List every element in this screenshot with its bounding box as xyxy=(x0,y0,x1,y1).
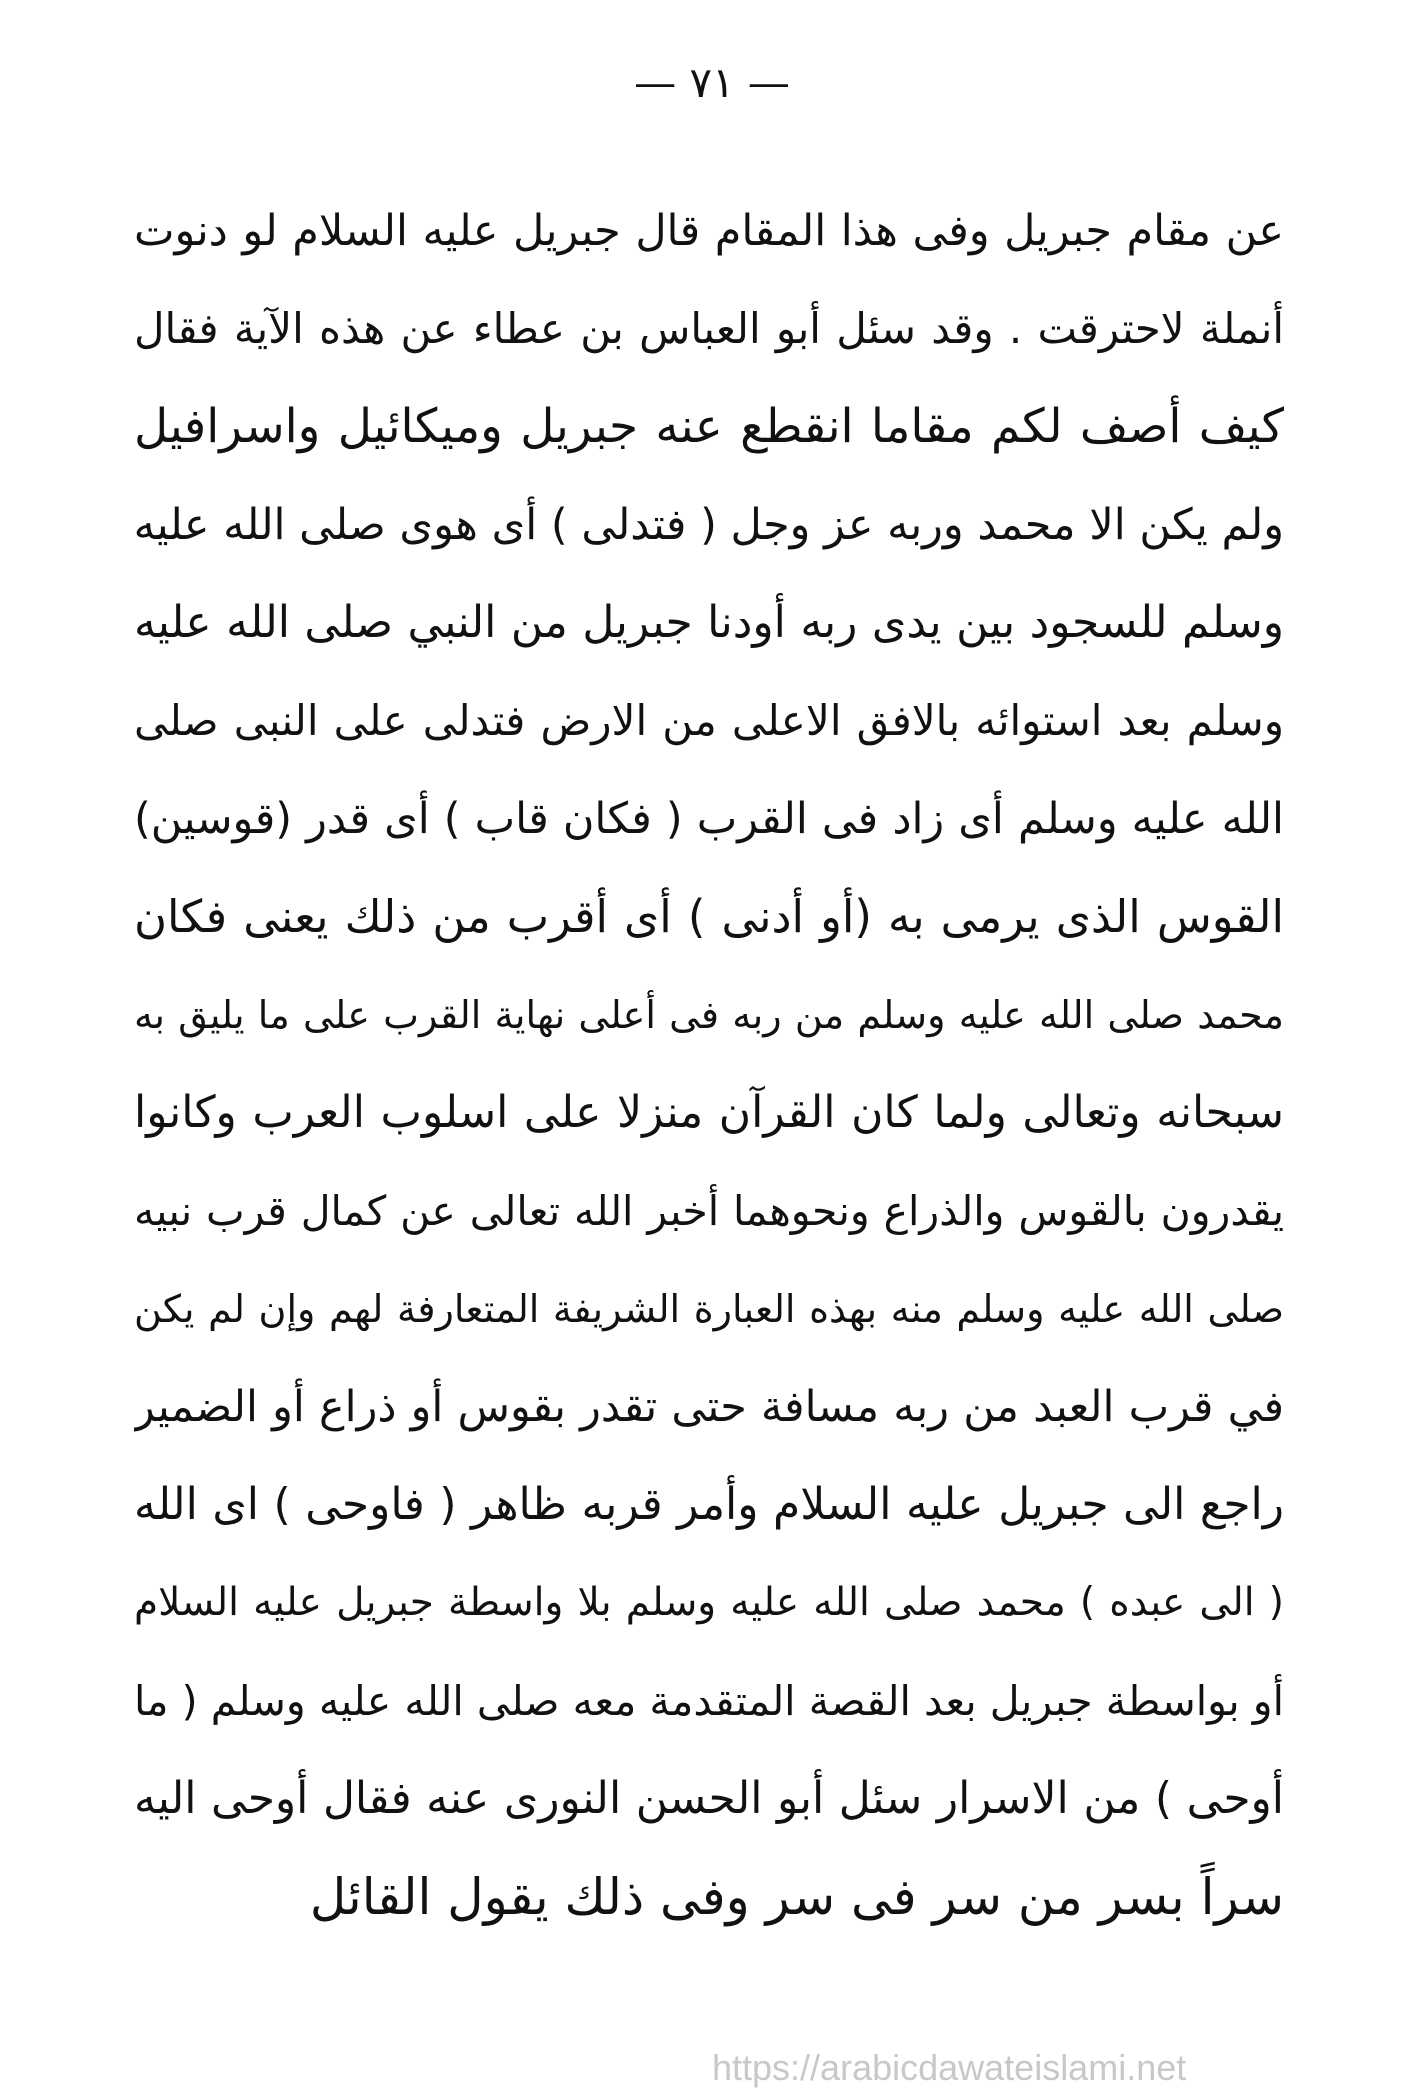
page-number: — ٧١ — xyxy=(634,58,790,107)
text-line-3: كيف أصف لكم مقاما انقطع عنه جبريل وميكائيل واسرافيل xyxy=(134,399,1284,454)
text-line-7: الله عليه وسلم أى زاد فى القرب ( فكان قاب ) أى قدر (قوسين) xyxy=(134,794,1284,844)
text-line-10: سبحانه وتعالى ولما كان القرآن منزلا على اسلوب العرب وكانوا xyxy=(134,1087,1284,1138)
text-line-8: القوس الذى يرمى به (أو أدنى ) أى أقرب من ذلك يعنى فكان xyxy=(134,890,1284,943)
watermark-url: https://arabicdawateislami.net xyxy=(712,2047,1187,2088)
text-line-4: ولم يكن الا محمد وربه عز وجل ( فتدلى ) أى هوى صلى الله عليه xyxy=(134,500,1284,550)
text-line-15: ( الى عبده ) محمد صلى الله عليه وسلم بلا واسطة جبريل عليه السلام xyxy=(134,1580,1284,1625)
text-line-1: عن مقام جبريل وفى هذا المقام قال جبريل عليه السلام لو دنوت xyxy=(134,206,1284,256)
text-line-14: راجع الى جبريل عليه السلام وأمر قربه ظاهر ( فاوحى ) اى الله xyxy=(134,1479,1284,1530)
text-line-9: محمد صلى الله عليه وسلم من ربه فى أعلى نهاية القرب على ما يليق به xyxy=(134,993,1284,1037)
text-line-6: وسلم بعد استوائه بالافق الاعلى من الارض فتدلى على النبى صلى xyxy=(134,696,1284,745)
body-text xyxy=(134,182,1284,1946)
text-line-17: أوحى ) من الاسرار سئل أبو الحسن النورى عنه فقال أوحى اليه xyxy=(134,1773,1284,1824)
text-line-11: يقدرون بالقوس والذراع ونحوهما أخبر الله تعالى عن كمال قرب نبيه xyxy=(134,1187,1284,1235)
text-line-13: في قرب العبد من ربه مسافة حتى تقدر بقوس أو ذراع أو الضمير xyxy=(134,1382,1284,1432)
text-line-12: صلى الله عليه وسلم منه بهذه العبارة الشريفة المتعارفة لهم وإن لم يكن xyxy=(134,1287,1284,1331)
text-line-2: أنملة لاحترقت . وقد سئل أبو العباس بن عطاء عن هذه الآية فقال xyxy=(134,304,1284,353)
text-line-16: أو بواسطة جبريل بعد القصة المتقدمة معه صلى الله عليه وسلم ( ما xyxy=(134,1677,1284,1725)
text-line-18: سراً بسر من سر فى سر وفى ذلك يقول القائل xyxy=(309,1868,1284,1926)
text-line-5: وسلم للسجود بين يدى ربه أودنا جبريل من النبي صلى الله عليه xyxy=(134,597,1284,648)
